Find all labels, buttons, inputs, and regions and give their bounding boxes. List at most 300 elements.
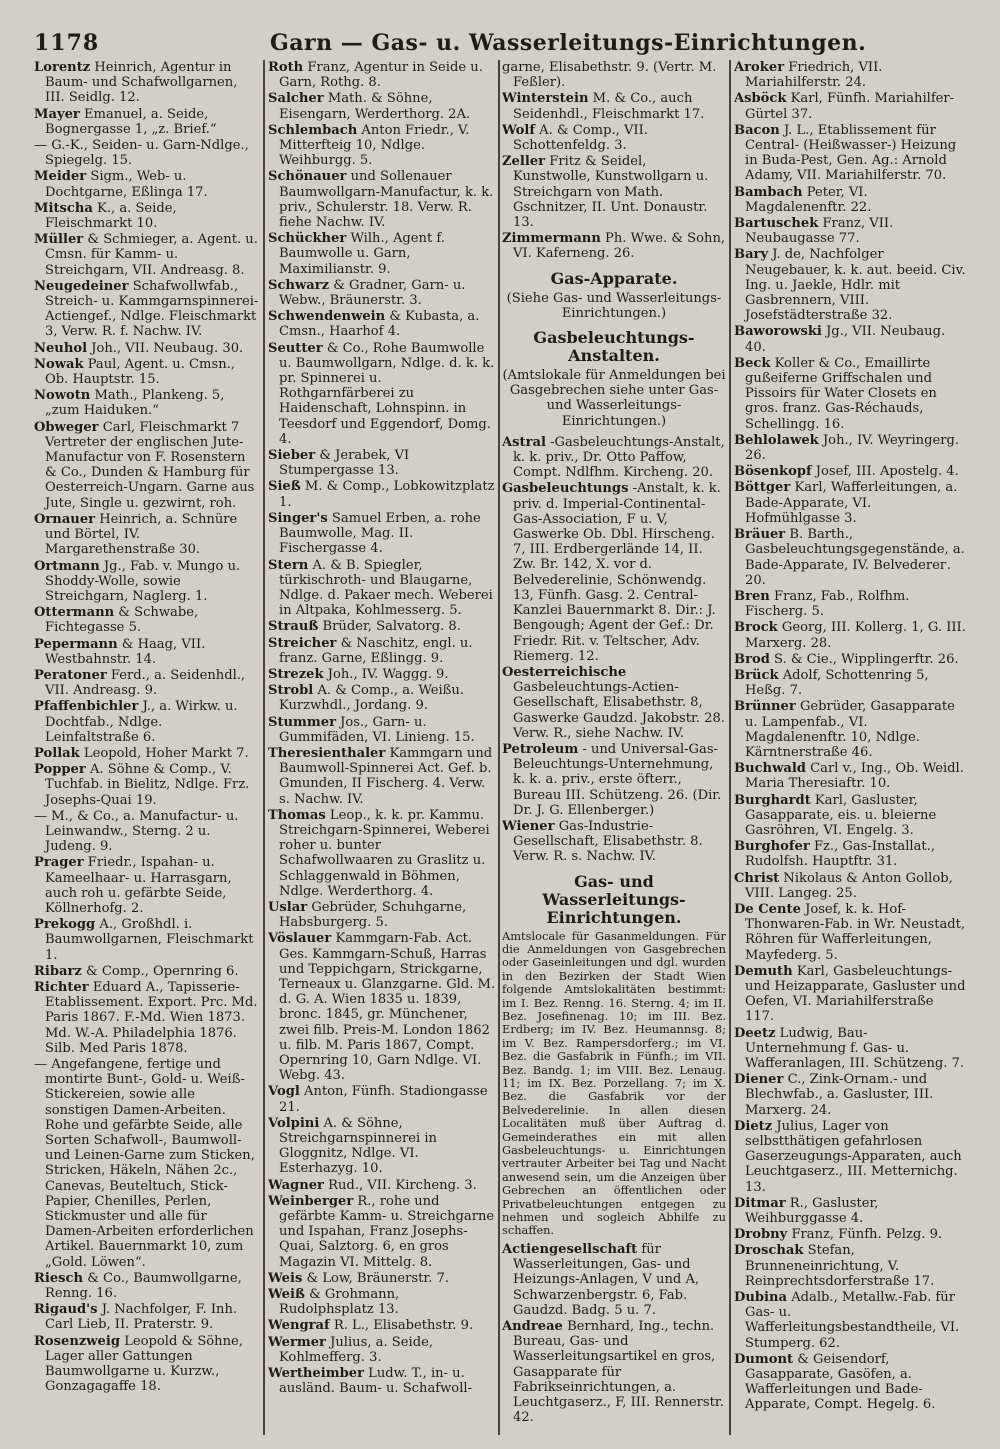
entry-name: Wengraf [268,1318,330,1334]
entry-text: Karl, Fünfh. Mariahilfer-Gürtel 37. [745,91,955,122]
directory-entry [734,699,966,760]
directory-entry [734,464,966,479]
entry-name: Ditmar [734,1195,786,1211]
entry-name: Wolf [502,122,535,138]
entry-name: Theresienthaler [268,745,386,761]
entry-text: C., Zink-Ornam.- und Blechwfab., a. Gasluster, III. Marxerg. 24. [745,1072,934,1118]
entry-text: Joh., IV. Waggg. 9. [327,666,449,682]
entry-name: Nowak [34,356,84,372]
directory-entry [268,60,496,90]
entry-text: Carl v., Ing., Ob. Weidl. Maria Theresiaftr. 10. [745,761,964,792]
entry-name: Streicher [268,635,337,651]
entry-name: Wertheimber [268,1366,364,1382]
directory-entry [734,356,966,432]
entry-text: Kammgarn-Fab. Act. Ges. Kammgarn-Schuß, Harras und Teppichgarn, Strickgarne, Terneaux u. Glanzgarne. Gld. M. d. G. A. Wien 1835 u. 1839, bronc. 1845, gr. Münchener, zwei filb. Preis-M. London 1862 u. filb. M. Paris 1867, Compt. Opernring 10, Garn Ndlge. VI. Webg. 43. [279,931,496,1084]
entry-text: — Angefangene, fertige und montirte Bunt-, Gold- u. Weiß-Stickereien, sowie alle sonstigen Damen-Arbeiten. Rohe und gefärbte Seide, alle Sorten Schafwoll-, Baumwoll- und Leinen-Garne zum Sticken, Stricken, Häkeln, Nähen 2c., Canevas, Beuteltuch, Stick-Papier, Chenilles, Perlen, Stickmuster und alle für Damen-Arbeiten erforderlichen Artikel. Bauernmarkt 10, zum „Gold. Löwen“. [34,1057,255,1270]
entry-name: Gasbeleuchtungs [502,481,629,497]
entry-text: Jos., Garn- u. Gummifäden, VI. Linieng. 15. [279,714,475,745]
entry-text: A., Großhdl. i. Baumwollgarnen, Fleischmarkt 1. [45,917,254,963]
directory-entry [734,91,966,121]
entry-text: Franz, Agentur in Seide u. Garn, Rothg. 8. [279,60,483,91]
directory-entry [734,1072,966,1118]
directory-entry [34,341,260,356]
entry-text: & Schwabe, Fichtegasse 5. [45,605,199,636]
entry-name: Schwarz [268,277,330,293]
entry-name: Schönauer [268,169,347,185]
entry-text: R., Gasluster, Weihburggasse 4. [745,1195,879,1227]
entry-text: Kammgarn und Baumwoll-Spinnerei Act. Gef. b. Gmunden, II Fischerg. 4. Verw. s. Nachw. IV. [279,745,493,807]
entry-text: Gasbeleuchtungs-Actien-Gesellschaft, Elisabethstr. 8, Gaswerke Gaudzd. Jakobstr. 28. Verw. R., siehe Nachw. IV. [513,680,725,741]
entry-name: Mitscha [34,200,93,216]
entry-name: Lorentz [34,60,91,75]
entry-name: Ornauer [34,511,96,527]
directory-entry [734,216,966,246]
entry-name: Bräuer [734,527,786,543]
directory-entry [734,185,966,215]
entry-name: Schwendenwein [268,309,386,325]
entry-text: Peter, VI. Magdalenenftr. 22. [745,184,872,215]
entry-text: J., a. Wirkw. u. Dochtfab., Ndlge. Leinfaltstraße 6. [45,699,238,745]
entry-text: & Schmieger, a. Agent. u. Cmsn. für Kamm- u. Streichgarn, VII. Andreasg. 8. [45,232,258,278]
directory-entry [34,107,260,137]
entry-text: & Naschitz, engl. u. franz. Garne, Eßlingg. 9. [279,635,473,666]
entry-name: Strezek [268,666,324,682]
gas-wasser-entries [502,1242,726,1425]
directory-entry [268,91,496,121]
entry-name: Brünner [734,699,796,715]
entry-text: Karl, Gasluster, Gasapparate, eis. u. bleierne Gasröhren, VI. Engelg. 3. [745,792,937,838]
entry-text: Fz., Gas-Installat., Rudolfsh. Hauptftr. 31. [745,839,935,870]
entry-name: Neuhol [34,340,88,356]
column-rule [498,60,500,1435]
entry-name: Bacon [734,122,780,138]
entry-text: Adalb., Metallw.-Fab. für Gas- u. Wafferleitungsbestandtheile, VI. Stumperg. 62. [745,1290,960,1351]
entry-text: & Kubasta, a. Cmsn., Haarhof 4. [279,309,480,340]
entry-text: Koller & Co., Emaillirte gußeiferne Griffschalen und Pissoirs für Water Closets en gros. franz. Gas-Réchauds, Schellingg. 16. [745,355,937,432]
entry-name: Wiener [502,818,555,834]
entry-name: Actiengesellschaft [502,1241,638,1257]
entry-text: Heinrich, Agentur in Baum- und Schafwollgarnen, III. Seidlg. 12. [45,60,238,106]
entry-name: Roth [268,60,304,75]
entry-text: und Sollenauer Baumwollgarn-Manufactur, k. k. priv., Schulerstr. 18. Verw. R. fiehe Nachw. IV. [279,169,494,231]
entry-name: Weis [268,1270,303,1286]
directory-entry [268,1366,496,1396]
directory-entry [734,527,966,588]
directory-entry [34,60,260,106]
entry-name: Brück [734,667,779,683]
entry-text: & Co., Baumwollgarne, Renng. 16. [45,1270,242,1302]
directory-entry [268,746,496,807]
entry-text: Georg, III. Kollerg. 1, G. III. Marxerg. 28. [745,620,966,651]
entry-name: Petroleum [502,741,579,757]
entry-name: Singer's [268,510,328,526]
entry-text: Leopold, Hoher Markt 7. [83,745,249,761]
entry-text: Carl, Fleischmarkt 7 Vertreter der englischen Jute-Manufactur von F. Rosenstern & Co., Dunden & Hamburg für Oesterreich-Ungarn. Garne aus Jute, Single u. gezwirnt, roh. [45,419,255,511]
page-header [34,28,964,60]
entry-text: & Low, Bräunerstr. 7. [306,1270,450,1286]
entry-name: Pfaffenbichler [34,699,139,715]
entry-name: Dumont [734,1351,794,1367]
entry-name: Strobl [268,683,314,699]
entry-text: Ferd., a. Seidenhdl., VII. Andreasg. 9. [45,667,246,699]
entry-text: Gebrüder, Gasapparate u. Lampenfab., VI. Magdalenenftr. 10, Ndlge. Kärntnerstraße 46. [745,699,955,760]
entry-text: Fritz & Seidel, Kunstwolle, Kunstwollgarn u. Streichgarn von Math. Gschnitzer, II. Unt. Donaustr. 13. [513,154,709,231]
entry-text: Bernhard, Ing., techn. Bureau, Gas- und Wasserleitungsartikel en gros, Gasapparate für Fabrikseinrichtungen, a. Leuchtgaserz., F, III. Rennerstr. 42. [513,1318,724,1426]
directory-entry [34,668,260,698]
entry-text: Brüder, Salvatorg. 8. [322,619,461,635]
directory-entry [734,1290,966,1351]
entry-name: Richter [34,979,89,995]
entry-name: Ortmann [34,558,100,574]
entry-name: Rigaud's [34,1302,98,1318]
entry-name: Weiß [268,1287,305,1303]
entry-name: Oesterreichische [502,664,627,680]
entry-text: Wilh., Agent f. Baumwolle u. Garn, Maximilianstr. 9. [279,231,445,277]
directory-entry [502,60,726,90]
entry-text: — G.-K., Seiden- u. Garn-Ndlge., Spiegelg. 15. [34,138,249,169]
directory-entry [268,667,496,682]
directory-entry [268,1318,496,1333]
column-1 [34,60,260,1435]
directory-entry [734,620,966,650]
entry-name: Aroker [734,60,785,75]
column-rule [729,60,731,1435]
directory-entry [268,278,496,308]
directory-entry [734,247,966,323]
directory-entry [734,1026,966,1072]
directory-entry [34,232,260,278]
directory-entry [734,60,966,90]
entry-text: & Gradner, Garn- u. Webw., Bräunerstr. 3. [279,277,466,309]
entry-name: Winterstein [502,91,589,107]
entry-text: Eduard A., Tapisserie-Etablissement. Export. Prc. Md. Paris 1867. F.-Md. Wien 1873. Md. W.-A. Philadelphia 1876. Silb. Med Paris 1878. [45,979,258,1056]
entry-name: Behlolawek [734,432,819,448]
entry-text: Leopold & Söhne, Lager aller Gattungen Baumwollgarne u. Kurzw., Gonzagagaffe 18. [45,1333,243,1395]
directory-entry [268,931,496,1083]
entry-text: Emanuel, a. Seide, Bognergasse 1, „z. Brief.“ [45,106,217,137]
entry-name: Baworowski [734,324,822,340]
entry-name: Salcher [268,91,324,107]
directory-entry [268,169,496,230]
entry-text: & Comp., Opernring 6. [86,963,239,979]
entry-text: Anton Friedr., V. Mitterfteig 10, Ndlge. Weihburgg. 5. [279,122,470,169]
entry-text: Gas-Industrie-Gesellschaft, Elisabethstr. 8. Verw. R. s. Nachw. IV. [513,818,703,865]
entry-name: Böttger [734,480,791,496]
entry-text: & Haag, VII. Westbahnstr. 14. [45,636,206,667]
entry-text: A. Söhne & Comp., V. Tuchfab. in Bielitz, Ndlge. Frz. Josephs-Quai 19. [45,762,250,808]
entry-name: Prekogg [34,917,96,933]
entry-name: Seutter [268,340,323,356]
entry-name: Strauß [268,619,319,635]
directory-entry [268,900,496,930]
column-3 [502,60,726,1435]
entry-text: Leop., k. k. pr. Kammu. Streichgarn-Spinnerei, Weberei roher u. bunter Schafwollwaaren zu Graslitz u. Schlaggenwald in Böhmen, Ndlge. Werderthorg. 4. [279,807,490,899]
directory-entry [268,341,496,447]
entry-name: Dietz [734,1118,773,1134]
entry-name: Andreae [502,1318,563,1334]
directory-entry [268,1271,496,1286]
entry-name: Burghardt [734,792,811,808]
directory-entry [502,435,726,481]
entry-text: J. de, Nachfolger Neugebauer, k. k. aut. beeid. Civ. Ing. u. Jaekle, Hdlr. mit Gasbrennern, VIII. Josefstädterstraße 32. [745,247,966,324]
directory-entry [734,1243,966,1289]
entry-text: & Grohmann, Rudolphsplatz 13. [279,1287,400,1318]
directory-entry [268,558,496,619]
entry-name: Bren [734,588,770,604]
directory-entry [502,231,726,261]
entry-name: Schückher [268,231,347,247]
entry-name: Uslar [268,899,308,915]
directory-entry [502,123,726,153]
directory-entry [502,1242,726,1318]
column-4 [734,60,966,1435]
entry-name: Drobny [734,1227,788,1243]
entry-text: Stefan, Brunneneinrichtung, V. Reinprechtsdorferstraße 17. [745,1243,935,1289]
directory-entry [268,1084,496,1114]
directory-entry [34,1302,260,1332]
directory-entry [268,1116,496,1177]
directory-entry [502,154,726,230]
entry-name: Buchwald [734,761,806,777]
entry-text: Anton, Fünfh. Stadiongasse 21. [279,1084,488,1115]
section-title-gas-apparate: Gas-Apparate. [550,268,678,288]
column-rule [263,60,265,1435]
entry-text: Julius, Lager von selbstthätigen gefahrlosen Gaserzeugungs-Apparaten, auch Leuchtgaserz., III. Metternichg. 13. [745,1118,962,1195]
directory-entry [268,309,496,339]
entry-text: Joh., VII. Neubaug. 30. [91,340,244,356]
entry-text: -Anstalt, k. k. priv. d. Imperial-Continental-Gas-Association, F u. V, Gaswerke Ob. Dbl. Hirscheng. 7, III. Erdbergerlände 14, II. Zw. Br. 142, X. vor d. Belvederelinie, Schönwendg. 13, Fünfh. Gasg. 2. Central-Kanzlei Bauernmarkt 8. Dir.: J. Bengough; Agent der Gef.: Dr. Friedr. Rit. v. Teltscher, Adv. Riemerg. 12. [513,481,721,664]
directory-entry [34,917,260,963]
directory-entry [502,742,726,818]
entry-text: garne, Elisabethstr. 9. (Vertr. M. Feßler). [502,60,717,91]
directory-entry [34,138,260,168]
directory-entry [734,123,966,184]
directory-entry [734,324,966,354]
entry-name: Brod [734,651,770,667]
directory-entry [268,619,496,634]
entry-name: Vöslauer [268,931,332,947]
directory-entry [734,902,966,963]
entry-text: B. Barth., Gasbeleuchtungsgegenstände, a. Bade-Apparate, IV. Belvederег. 20. [745,527,965,588]
entry-name: Stummer [268,714,336,730]
page-title: Garn — Gas- u. Wasserleitungs-Einrichtungen. [270,30,867,56]
directory-entry [502,665,726,741]
directory-entry [734,652,966,667]
entry-name: Zeller [502,154,546,170]
entry-text: Joh., IV. Weyringerg. 26. [745,432,960,464]
entry-text: A. & Comp., a. Weißu. Kurzwhdl., Jordang. 9. [279,683,465,714]
entry-text: Karl, Gasbeleuchtungs- und Heizapparate, Gasluster und Oefen, VI. Mariahilferstraße 117. [745,963,966,1025]
entry-text: Friedrich, VII. Mariahilferstr. 24. [745,60,883,91]
directory-entry [34,964,260,979]
section-note-gasbeleuchtung: (Amtslokale für Anmeldungen bei Gasgebrechen siehe unter Gas- und Wasserleitungs-Einrichtungen.) [502,368,726,429]
entry-text: -Gasbeleuchtungs-Anstalt, k. k. priv., Dr. Otto Paffow, Compt. Ndlfhm. Kircheng. 20. [513,434,725,481]
directory-entry [34,201,260,231]
entry-name: Müller [34,232,84,248]
directory-entry [734,793,966,839]
entry-text: K., a. Seide, Fleischmarkt 10. [45,200,177,232]
directory-entry [34,762,260,808]
entry-name: Deetz [734,1025,776,1041]
entry-text: Josef, k. k. Hof-Thonwaren-Fab. in Wr. Neustadt, Röhren für Wafferleitungen, Mayfederg. 5. [745,901,966,963]
entry-text: - und Universal-Gas-Beleuchtungs-Unternehmung, k. k. a. priv., erste öfterr., Bureau III. Schützeng. 26. (Dir. Dr. J. G. Ellenberger.) [513,741,722,818]
directory-entry [502,481,726,663]
directory-entry [734,964,966,1025]
directory-entry [34,746,260,761]
entry-name: Prager [34,855,84,871]
directory-entry [734,668,966,698]
entry-name: Bambach [734,184,803,200]
directory-entry [268,479,496,509]
directory-entry [268,123,496,169]
entry-name: Bary [734,247,769,263]
entry-text: Nikolaus & Anton Gollob, VIII. Langeg. 25. [745,870,953,901]
entry-name: Meider [34,169,87,185]
entry-text: Heinrich, a. Schnüre und Börtel, IV. Margarethenstraße 30. [45,511,238,558]
entry-name: Diener [734,1072,784,1088]
entry-text: Rud., VII. Kircheng. 3. [328,1177,477,1193]
entry-text: Adolf, Schottenring 5, Heßg. 7. [745,667,929,699]
directory-entry [734,1196,966,1226]
entry-text: R. L., Elisabethstr. 9. [333,1318,474,1334]
entry-text: Jg., Fab. v. Mungo u. Shoddy-Wolle, sowie Streichgarn, Naglerg. 1. [45,558,241,604]
entry-name: Asböck [734,91,787,107]
entry-name: Riesch [34,1270,84,1286]
directory-entry [734,839,966,869]
entry-name: Astral [502,434,546,450]
directory-entry [268,1335,496,1365]
directory-entry [34,420,260,511]
entry-name: Bösenkopf [734,464,812,480]
entry-name: Sieber [268,448,316,464]
entry-text: für Wasserleitungen, Gas- und Heizungs-Anlagen, V und A, Schwarzenbergstr. 6, Fab. Gaudzd. Badg. 5 u. 7. [513,1241,700,1318]
directory-entry [34,1334,260,1395]
entry-text: Karl, Wafferleitungen, a. Bade-Apparate, VI. Hofmühlgasse 3. [745,480,958,526]
column-3-entries [502,60,726,262]
section-note-gas-apparate: (Siehe Gas- und Wasserleitungs-Einrichtungen.) [506,290,722,321]
entry-text: J. L., Etablissement für Central- (Heißwasser-) Heizung in Buda-Pest, Gen. Ag.: Arnold Adamy, VII. Mariahilferstr. 70. [745,122,957,184]
directory-entry [734,1227,966,1242]
directory-entry [34,388,260,418]
entry-name: Ribarz [34,963,82,979]
section-title-gasbeleuchtung: Gasbeleuchtungs-Anstalten. [533,328,695,366]
entry-name: Nowotn [34,388,91,404]
directory-entry [34,357,260,387]
directory-entry [268,511,496,557]
entry-name: Stern [268,557,309,573]
directory-entry [502,91,726,121]
entry-name: Bartuschek [734,216,819,232]
entry-text: Math. & Söhne, Eisengarn, Werderthorg. 2A. [279,91,471,122]
entry-name: Wagner [268,1177,324,1193]
directory-entry [34,699,260,745]
directory-entry [268,715,496,745]
entry-text: M. & Co., auch Seidenhdl., Fleischmarkt 17. [513,91,705,122]
entry-text: Sigm., Web- u. Dochtgarne, Eßlinga 17. [45,169,208,200]
entry-name: De Cente [734,901,801,917]
directory-entry [268,1287,496,1317]
entry-text: A. & B. Spiegler, türkischroth- und Blaugarne, Ndlge. d. Pakaer mech. Weberei in Altpaka, Kohlmesserg. 5. [279,557,493,619]
entry-name: Beck [734,355,771,371]
entry-name: Wermer [268,1334,326,1350]
entry-text: Ph. Wwe. & Sohn, VI. Kaferneng. 26. [513,231,726,262]
directory-entry [734,433,966,463]
directory-entry [268,448,496,478]
entry-text: Gebrüder, Schuhgarne, Habsburgerg. 5. [279,899,467,931]
entry-text: Josef, III. Apostelg. 4. [815,464,959,480]
entry-text: Franz, Fab., Rolfhm. Fischerg. 5. [745,588,910,620]
directory-entry [734,1119,966,1195]
entry-text: Friedr., Ispahan- u. Kameelhaar- u. Harrasgarn, auch roh u. gefärbte Seide, Köllnerhofg. 2. [45,855,232,916]
entry-name: Vogl [268,1084,300,1100]
entry-text: — M., & Co., a. Manufactur- u. Leinwandw., Sterng. 2 u. Judeng. 9. [34,808,239,855]
entry-text: Schafwollwfab., Streich- u. Kammgarnspinnerei-Actiengef., Ndlge. Fleischmarkt 3, Verw. R. f. Nachw. IV. [45,278,259,340]
entry-text: Paul, Agent. u. Cmsn., Ob. Hauptstr. 15. [45,356,235,388]
entry-text: R., rohe und gefärbte Kamm- u. Streichgarne und Ispahan, Franz Josephs-Quai, Salztorg. 6, en gros Magazin VI. Mittelg. 8. [279,1193,495,1270]
directory-entry [268,683,496,713]
entry-name: Zimmermann [502,231,601,247]
entry-text: Jg., VII. Neubaug. 40. [745,324,946,355]
entry-text: & Co., Rohe Baumwolle u. Baumwollgarn, Ndlge. d. k. k. pr. Spinnerei u. Rothgarnfärberei zu Haidenschaft, Lohnspinn. in Teesdorf und Eggendorf, Domg. 4. [279,340,495,447]
directory-entry [34,605,260,635]
entry-name: Popper [34,762,86,778]
section-title-gas-wasser: Gas- und Wasserleitungs-Einrichtungen. [542,871,686,927]
entry-name: Volpini [268,1115,320,1131]
directory-entry [268,1194,496,1270]
directory-entry [34,637,260,667]
page-number: 1178 [34,30,100,56]
directory-entry [34,980,260,1056]
entry-name: Dubina [734,1290,788,1306]
entry-name: Peratoner [34,667,107,683]
entry-name: Neugedeiner [34,278,129,294]
entry-name: Schlembach [268,122,358,138]
directory-entry [34,855,260,916]
entry-name: Ottermann [34,605,115,621]
entry-name: Obweger [34,419,99,435]
entry-name: Weinberger [268,1193,354,1209]
entry-text: Franz, VII. Neubaugasse 77. [745,216,894,247]
entry-text: A. & Söhne, Streichgarnspinnerei in Gloggnitz, Ndlge. VI. Esterhazyg. 10. [279,1115,437,1177]
entry-name: Pollak [34,745,80,761]
directory-entry [34,169,260,199]
amtslocale-note: Amtslocale für Gasanmeldungen. Für die Anmeldungen von Gasgebrechen oder Gaseinleitungen und dgl. wurden in den Bezirken der Stadt Wien folgende Amtslokalitäten bestimmt: im I. Bez. Renng. 16. Sterng. 4; im II. Bez. Josefinenag. 10; im III. Bez. Erdberg; im IV. Bez. Heumannsg. 8; im V. Bez. Rampersdorferg.; im VI. Bez. die Gasfabrik in Fünfh.; im VII. Bez. Bandg. 1; im VIII. Bez. Lenaug. 11; im IX. Bez. Porzellang. 7; im X. Bez. die Gasfabrik vor der Belvederelinie. In allen diesen Localitäten muß über Auftrag d. Gemeinderathes ein mit allen Gasbeleuchtungs- u. Einrichtungen vertrauter Arbeiter bei Tag und Nacht anwesend sein, um die Anzeigen über Gebrechen an öffentlichen oder Privatbeleuchtungen entgegen zu nehmen und sogleich Abhilfe zu schaffen. [502,928,726,1238]
gas-entries [502,435,726,865]
directory-entry [268,808,496,899]
entry-name: Christ [734,870,780,886]
entry-text: & Geisendorf, Gasapparate, Gasöfen, a. Wafferleitungen und Bade-Apparate, Compt. Hegelg. 6. [745,1351,936,1413]
directory-entry [734,1352,966,1413]
entry-text: Julius, a. Seide, Kohlmefferg. 3. [279,1334,433,1365]
directory-entry [734,871,966,901]
directory-entry [502,819,726,865]
entry-name: Rosenzweig [34,1333,121,1349]
entry-name: Sieß [268,479,301,495]
entry-name: Thomas [268,807,326,823]
directory-entry [34,512,260,558]
entry-text: Samuel Erben, a. rohe Baumwolle, Mag. II. Fischergasse 4. [279,510,481,557]
entry-name: Mayer [34,106,80,122]
directory-entry [34,279,260,340]
entry-text: Ludw. T., in- u. ausländ. Baum- u. Schafwoll- [279,1366,472,1397]
entry-name: Burghofer [734,839,810,855]
directory-entry [34,809,260,855]
directory-entry [502,1319,726,1425]
entry-text: & Jerabek, VI Stumpergasse 13. [279,448,410,479]
entry-text: S. & Cie., Wipplingerftr. 26. [774,651,959,667]
entry-text: Math., Plankeng. 5, „zum Haiduken.“ [45,388,225,419]
entry-name: Brock [734,620,778,636]
